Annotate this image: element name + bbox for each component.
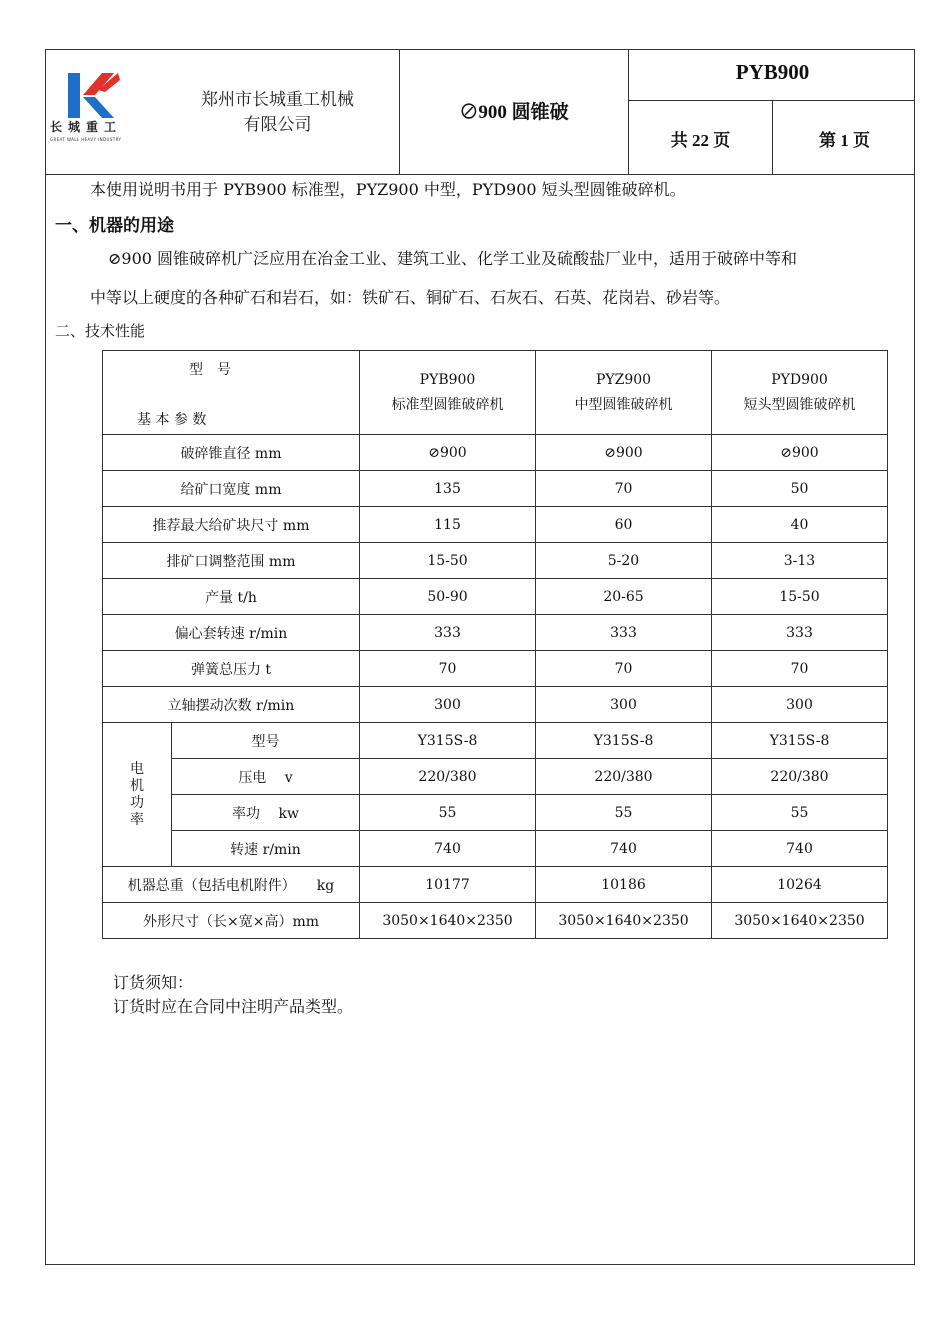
cell-value: 135 [360,471,536,507]
table-row [103,723,888,759]
cell-value: 740 [536,831,712,867]
cell-value: 15-50 [712,579,888,615]
row-label: 给矿口宽度 mm [103,471,360,507]
table-row [103,471,888,507]
cell-value: 50-90 [360,579,536,615]
table-row [103,687,888,723]
corner-model-label: 型 号 [189,362,231,378]
column-code: PYB900 [419,371,476,388]
corner-param-label: 基 本 参 数 [137,412,207,428]
table-row [103,831,888,867]
cell-value: 3050×1640×2350 [712,903,888,939]
cell-value: 300 [536,687,712,723]
logo-english-text: GREAT WALL HEAVY INDUSTRY [50,137,122,142]
table-row [103,615,888,651]
cell-value: 300 [360,687,536,723]
motor-group-char: 电 [130,760,144,777]
total-pages: 共 22 页 [670,131,731,150]
column-code: PYZ900 [595,371,652,388]
cell-value: 3050×1640×2350 [360,903,536,939]
cell-value: Y315S-8 [360,723,536,759]
row-label: 型号 [172,723,360,759]
cell-value: ⊘900 [360,435,536,471]
model-code: PYB900 [735,60,810,84]
cell-value: 55 [536,795,712,831]
table-row [103,651,888,687]
row-label: 排矿口调整范围 mm [103,543,360,579]
cell-value: 55 [360,795,536,831]
cell-value: 70 [712,651,888,687]
cell-value: 70 [536,651,712,687]
row-label: 偏心套转速 r/min [103,615,360,651]
cell-value: 10177 [360,867,536,903]
section2-title: 二、技术性能 [55,322,146,340]
table-row [103,903,888,939]
cell-value: 740 [712,831,888,867]
cell-value: 3-13 [712,543,888,579]
cell-value: 60 [536,507,712,543]
cell-value: 10186 [536,867,712,903]
row-label: 立轴摆动次数 r/min [103,687,360,723]
column-header [712,351,888,435]
table-row [103,759,888,795]
spec-table [102,350,888,939]
cell-value: Y315S-8 [536,723,712,759]
row-label: 机器总重（包括电机附件） kg [103,867,360,903]
cell-value: 740 [360,831,536,867]
intro-text: 本使用说明书用于 PYB900 标准型，PYZ900 中型，PYD900 短头型圆锥破碎机。 [90,180,686,199]
table-row [103,507,888,543]
table-row [103,867,888,903]
row-label: 产量 t/h [103,579,360,615]
cell-value: 70 [360,651,536,687]
column-name: 短头型圆锥破碎机 [743,396,856,413]
motor-group-label [103,723,172,867]
table-row [103,795,888,831]
cell-value: 333 [536,615,712,651]
cell-value: 10264 [712,867,888,903]
cell-value: 55 [712,795,888,831]
document-title: ⊘900 圆锥破 [459,102,569,123]
table-corner-cell [103,351,360,435]
company-name-line2: 有限公司 [243,115,312,135]
cell-value: 15-50 [360,543,536,579]
cell-value: 40 [712,507,888,543]
row-label: 外形尺寸（长×宽×高）mm [103,903,360,939]
row-label: 转速 r/min [172,831,360,867]
cell-value: 333 [712,615,888,651]
row-label: 压电 v [172,759,360,795]
column-header [536,351,712,435]
cell-value: 115 [360,507,536,543]
column-code: PYD900 [771,371,828,388]
cell-value: Y315S-8 [712,723,888,759]
table-row [103,435,888,471]
cell-value: 20-65 [536,579,712,615]
section1-paragraph-line2: 中等以上硬度的各种矿石和岩石，如：铁矿石、铜矿石、石灰石、石英、花岗岩、砂岩等。 [90,288,731,307]
column-name: 中型圆锥破碎机 [574,396,673,413]
cell-value: ⊘900 [712,435,888,471]
order-notice-heading: 订货须知： [113,973,194,992]
cell-value: 70 [536,471,712,507]
column-header [360,351,536,435]
table-row [103,543,888,579]
motor-group-char: 机 [130,777,144,794]
company-name [180,88,375,138]
cell-value: 5-20 [536,543,712,579]
cell-value: 333 [360,615,536,651]
company-name-line1: 郑州市长城重工机械 [201,90,354,110]
page-number: 第 1 页 [819,131,870,150]
cell-value: 3050×1640×2350 [536,903,712,939]
cell-value: 50 [712,471,888,507]
row-label: 率功 kw [172,795,360,831]
section1-title: 一、机器的用途 [55,216,174,236]
column-name: 标准型圆锥破碎机 [391,396,504,413]
row-label: 破碎锥直径 mm [103,435,360,471]
cell-value: 220/380 [712,759,888,795]
cell-value: 300 [712,687,888,723]
motor-group-char: 功 [130,794,144,811]
section1-paragraph-line1: ⊘900 圆锥破碎机广泛应用在冶金工业、建筑工业、化学工业及硫酸盐厂业中，适用于破碎中等和 [108,249,798,268]
cell-value: 220/380 [360,759,536,795]
order-notice-text: 订货时应在合同中注明产品类型。 [113,997,354,1016]
cell-value: ⊘900 [536,435,712,471]
logo-chinese-text: 长城重工 [50,120,123,134]
table-row [103,579,888,615]
motor-group-char: 率 [130,811,144,828]
cell-value: 220/380 [536,759,712,795]
row-label: 推荐最大给矿块尺寸 mm [103,507,360,543]
row-label: 弹簧总压力 t [103,651,360,687]
